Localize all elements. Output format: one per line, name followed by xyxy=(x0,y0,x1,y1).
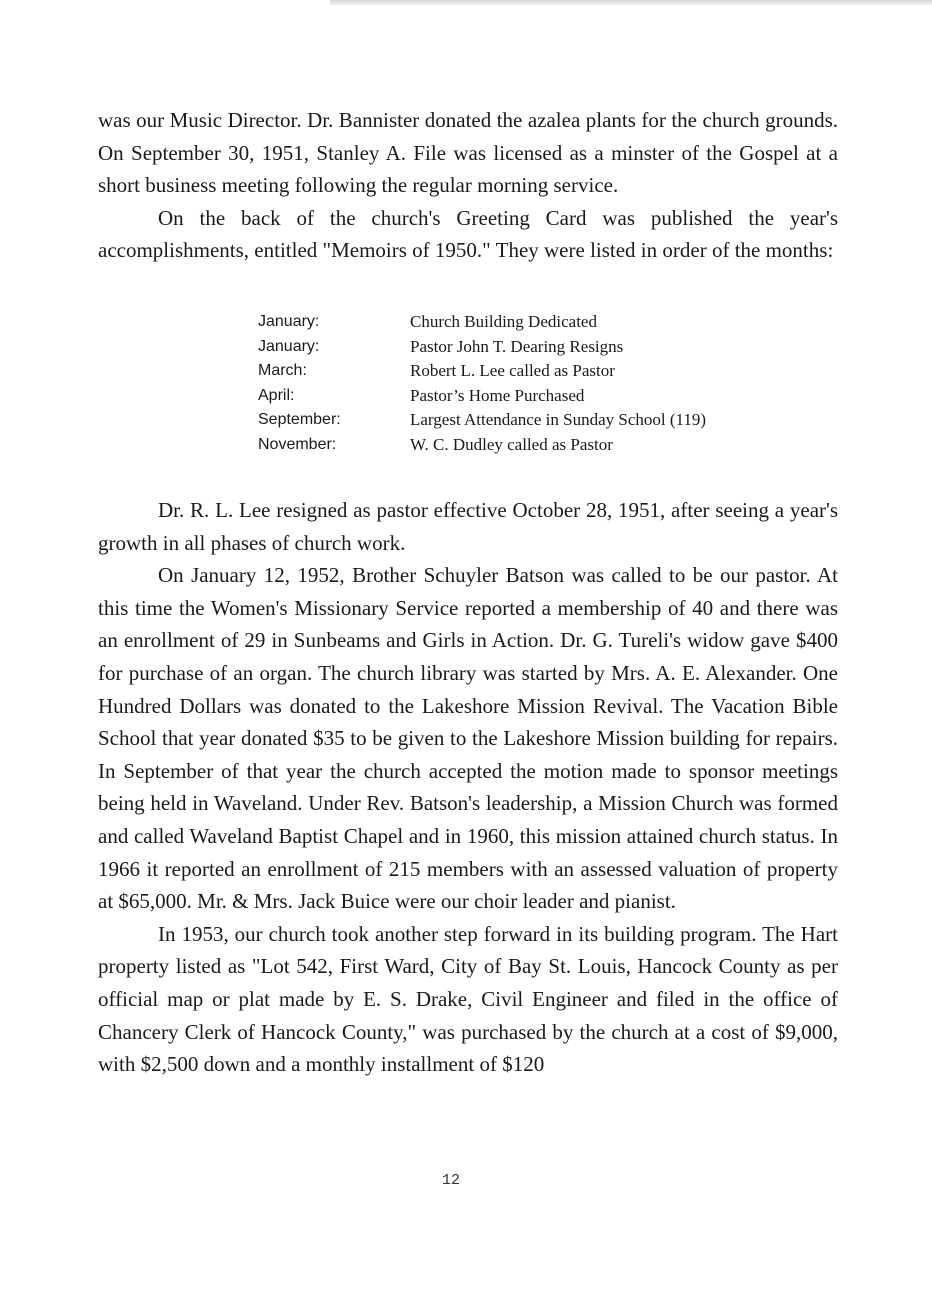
memoir-row xyxy=(258,335,798,360)
memoir-event: Robert L. Lee called as Pastor xyxy=(410,361,615,381)
memoir-event: Pastor’s Home Purchased xyxy=(410,385,585,405)
memoir-month: March: xyxy=(258,362,307,380)
memoir-month: January: xyxy=(258,337,320,355)
memoir-row xyxy=(258,359,798,384)
memoirs-1950-list xyxy=(258,310,798,458)
memoir-row xyxy=(258,310,798,335)
memoir-event: W. C. Dudley called as Pastor xyxy=(410,434,613,454)
paragraph-greeting-card: On the back of the church's Greeting Card was published the year's accomplishments, entitled "Memoirs of 1950." They were listed in order of the months: xyxy=(98,205,838,263)
page-number: 12 xyxy=(441,1172,460,1189)
paragraph-hart-property: In 1953, our church took another step forward in its building program. The Hart property listed as "Lot 542, First Ward, City of Bay St. Louis, Hancock County as per official map or plat made by E. S. Drake, Civil Engineer and filed in the office of Chancery Clerk of Hancock County," was purchased by the church at a cost of $9,000, with $2,500 down and a monthly installment of $120 xyxy=(98,921,838,1077)
memoir-event: Largest Attendance in Sunday School (119) xyxy=(410,410,707,430)
memoir-event: Church Building Dedicated xyxy=(410,312,597,331)
memoir-row xyxy=(258,384,798,409)
scan-top-edge-line xyxy=(330,0,932,5)
memoir-row xyxy=(258,408,798,433)
memoir-row xyxy=(258,433,798,458)
memoir-month: September: xyxy=(258,411,341,429)
memoir-event: Pastor John T. Dearing Resigns xyxy=(410,336,624,356)
paragraph-music-director: was our Music Director. Dr. Bannister donated the azalea plants for the church grounds. On September 30, 1951, Stanley A. File was licensed as a minster of the Gospel at a short business meeting following the regular morning service. xyxy=(98,108,838,198)
memoir-month: April: xyxy=(258,386,295,404)
lower-text-block xyxy=(98,494,838,1081)
paragraph-lee-resigned: Dr. R. L. Lee resigned as pastor effective October 28, 1951, after seeing a year's growth in all phases of church work. xyxy=(98,498,838,555)
upper-text-block xyxy=(98,104,838,267)
memoir-month: January: xyxy=(258,313,320,330)
paragraph-batson-pastor: On January 12, 1952, Brother Schuyler Batson was called to be our pastor. At this time the Women's Missionary Service reported a membership of 40 and there was an enrollment of 29 in Sunbeams and Girls in Action. Dr. G. Tureli's widow gave $400 for purchase of an organ. The church library was started by Mrs. A. E. Alexander. One Hundred Dollars was donated to the Lakeshore Mission Revival. The Vacation Bible School that year donated $35 to be given to the Lakeshore Mission building for repairs. In September of that year the church accepted the motion made to sponsor meetings being held in Waveland. Under Rev. Batson's leadership, a Mission Church was formed and called Waveland Baptist Chapel and in 1960, this mission attained church status. In 1966 it reported an enrollment of 215 members with an assessed valuation of property at $65,000. Mr. & Mrs. Jack Buice were our choir leader and pianist. xyxy=(98,563,838,914)
memoir-month: November: xyxy=(258,435,337,453)
